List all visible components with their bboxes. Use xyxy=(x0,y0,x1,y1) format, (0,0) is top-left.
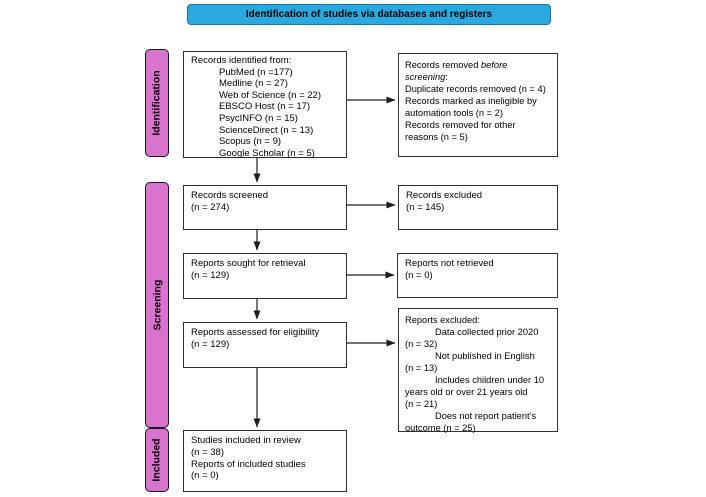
box-reports-assessed xyxy=(183,322,347,368)
database-count: PsycINFO (n = 15) xyxy=(219,112,298,124)
diagram-title-banner xyxy=(187,4,551,25)
box-records-screened xyxy=(183,185,347,230)
database-count: EBSCO Host (n = 17) xyxy=(219,101,311,113)
box-reports-excluded xyxy=(398,308,558,432)
database-count: ScienceDirect (n = 13) xyxy=(219,124,314,136)
stage-tab-included xyxy=(145,428,169,492)
count-value: (n = 274) xyxy=(191,201,230,213)
stage-tab-identification xyxy=(145,49,169,157)
box-records-excluded xyxy=(398,185,558,230)
count-value: (n = 129) xyxy=(191,338,230,350)
stage-label-included: Included xyxy=(151,438,164,482)
box-reports-not-retrieved xyxy=(397,253,558,298)
removal-reason: Records marked as ineligible by automation tools (n = 2) xyxy=(405,96,537,118)
count-value: (n = 0) xyxy=(191,470,219,482)
stage-label-screening: Screening xyxy=(151,279,163,331)
box-reports-sought xyxy=(183,253,347,299)
database-count: Google Scholar (n = 5) xyxy=(219,147,315,159)
database-count: Medline (n = 27) xyxy=(219,78,288,90)
box-title: Studies included in review xyxy=(191,435,301,446)
box-title: Reports not retrieved xyxy=(405,258,494,269)
box-studies-included xyxy=(183,430,347,492)
count-value: (n = 0) xyxy=(405,269,433,281)
box-title: Records identified from: xyxy=(191,55,292,66)
stage-label-identification: Identification xyxy=(151,70,163,136)
count-value: (n = 38) xyxy=(191,446,225,458)
box-title: Reports sought for retrieval xyxy=(191,258,306,269)
count-value: (n = 145) xyxy=(406,201,445,213)
box-title: Reports excluded: xyxy=(405,315,480,325)
count-value: (n = 129) xyxy=(191,269,230,281)
box-title: Records removed before screening: xyxy=(405,60,508,82)
box-title: Records excluded xyxy=(406,190,483,201)
box-title: Reports assessed for eligibility xyxy=(191,327,320,338)
exclusion-reason: Data collected prior 2020 (n = 32) xyxy=(405,327,539,349)
exclusion-reason: Does not report patient’s outcome (n = 25) xyxy=(405,411,537,433)
database-count: Scopus (n = 9) xyxy=(219,136,282,148)
database-count: Web of Science (n = 22) xyxy=(219,89,322,101)
box-records-identified xyxy=(183,51,347,158)
box-records-removed xyxy=(398,53,558,157)
database-count: PubMed (n =177) xyxy=(219,66,293,78)
box-title: Records screened xyxy=(191,190,269,201)
stage-tab-screening xyxy=(145,182,169,428)
exclusion-reason: Includes children under 10 years old or over 21 years old (n = 21) xyxy=(405,375,545,409)
exclusion-reason: Not published in English (n = 13) xyxy=(405,351,535,373)
removal-reason: Records removed for other reasons (n = 5) xyxy=(405,120,516,142)
box-title: Reports of included studies xyxy=(191,458,306,470)
removal-reason: Duplicate records removed (n = 4) xyxy=(405,84,546,94)
diagram-title: Identification of studies via databases and registers xyxy=(245,9,493,20)
